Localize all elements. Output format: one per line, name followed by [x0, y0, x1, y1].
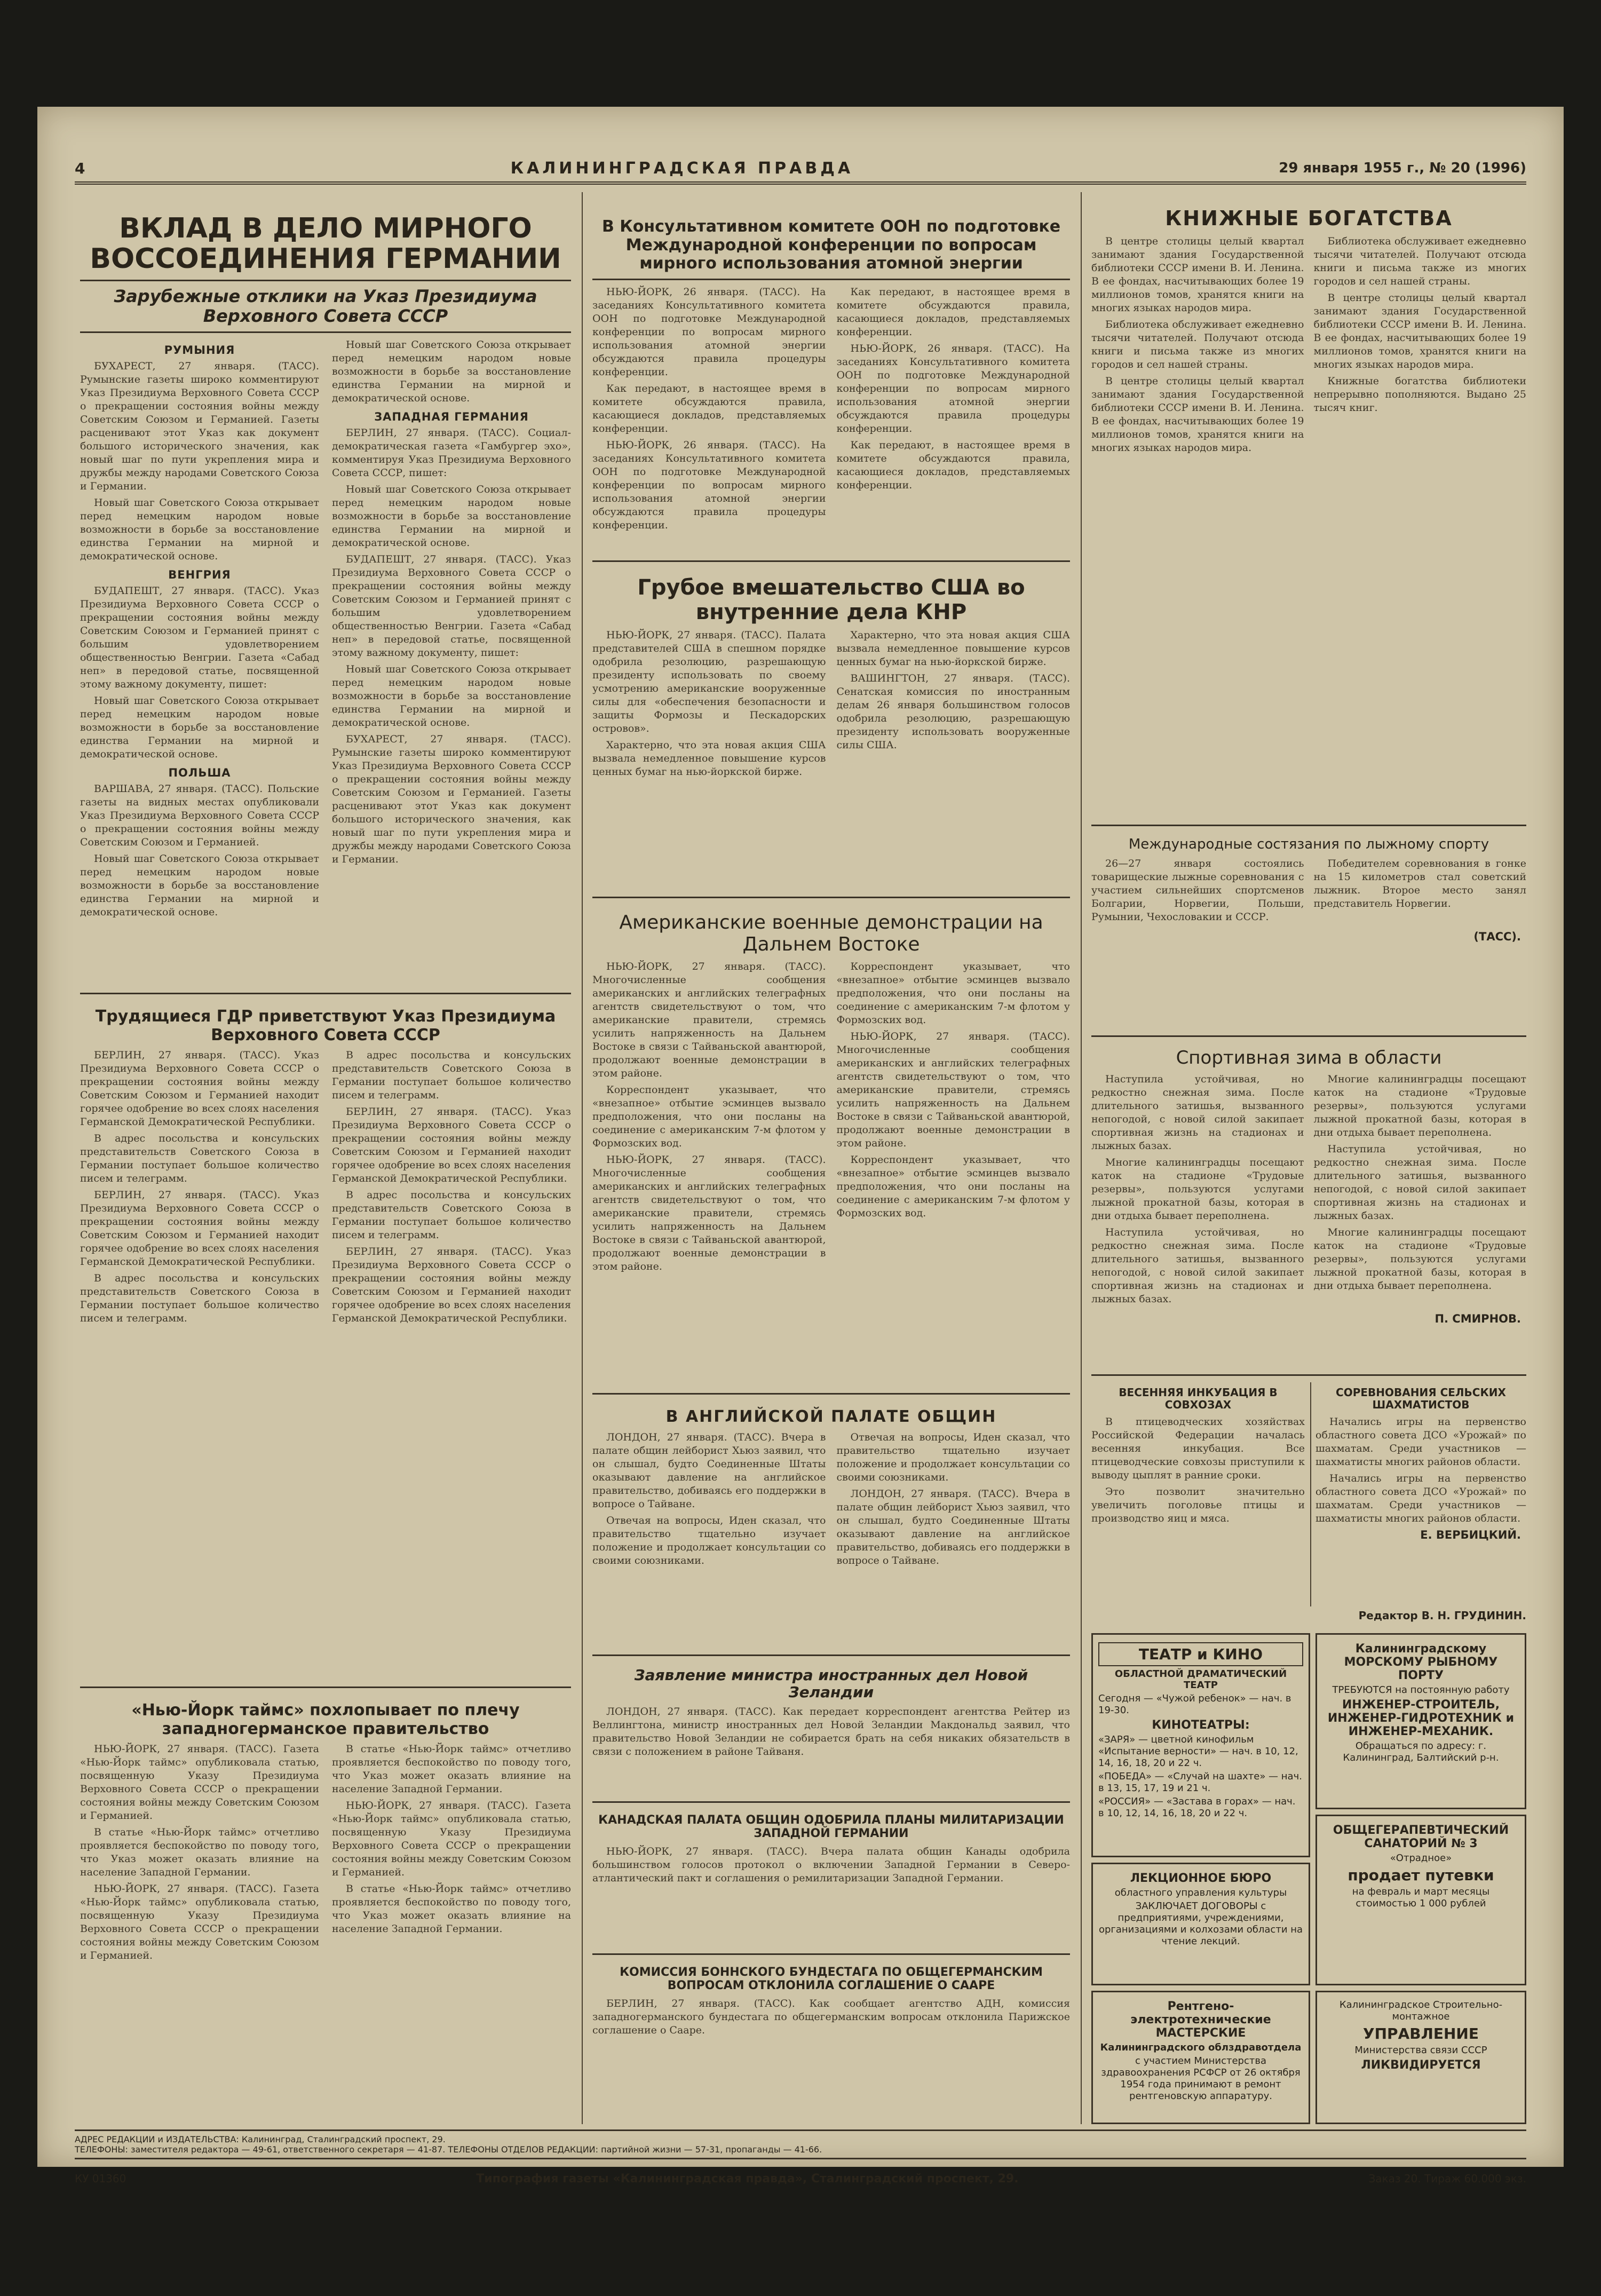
- nz-headline: Заявление министра иностранных дел Новой Зеландии: [634, 1666, 1028, 1701]
- un-headline: В Консультативном комитете ООН по подготовке Международной конференции по вопросам мирного использования атомной энергии: [601, 217, 1061, 273]
- xray-text: с участием Министерства здравоохранения РСФСР от 26 октября 1954 года принимают в ремонт рентгеновскую аппаратуру.: [1101, 2055, 1301, 2102]
- article-text: Библиотека обслуживает ежедневно тысячи читателей. Получают отсюда книги и письма также из многих городов и сел нашей страны.: [1091, 318, 1304, 370]
- article-text: ЛОНДОН, 27 января. (ТАСС). Как передает корреспондент агентства Рейтер из Веллингтона, министр иностранных дел Новой Зеландии Макдональд заявил, что правительство Новой Зеландии не собирается брать на себя никаких обязательств в связи с положением в районе Тайваня.: [592, 1706, 1070, 1758]
- footer-line: [75, 2172, 1526, 2186]
- saar-article: [592, 1961, 1070, 2121]
- article-text: Это позволит значительно увеличить поголовье птицы и производство яиц и мяса.: [1091, 1486, 1305, 1524]
- article-text: В центре столицы целый квартал занимают здания Государственной библиотеки СССР имени В. И. Ленина. В ее фондах, насчитывающих более 19 миллионов томов, хранятся книги на многих языках народов мира.: [1313, 291, 1526, 370]
- article-text: БЕРЛИН, 27 января. (ТАСС). Указ Президиума Верховного Совета СССР о прекращении состояния войны между Советским Союзом и Германией находит горячее одобрение во всех слоях населения Германской Демократической Республики.: [80, 1049, 319, 1128]
- article-text: НЬЮ-ЙОРК, 27 января. (ТАСС). Газета «Нью-Йорк таймс» опубликовала статью, посвященную Указу Президиума Верховного Совета СССР о прекращении состояния войны между Советским Союзом и Германией.: [80, 1883, 319, 1961]
- port-addr: Обращаться по адресу: г. Калининград, Балтийский р-н.: [1343, 1740, 1499, 1763]
- article-text: 26—27 января состоялись товарищеские лыжные соревнования с участием сильнейших спортсменов Болгарии, Норвегии, Польши, Румынии, Чехословакии и СССР.: [1091, 857, 1304, 923]
- footer-address: АДРЕС РЕДАКЦИИ и ИЗДАТЕЛЬСТВА: Калининград, Сталинградский проспект, 29.: [75, 2134, 446, 2144]
- article-text: Победителем соревнования в гонке на 15 километров стал советский лыжник. Второе место занял представитель Норвегии.: [1313, 857, 1526, 909]
- issue-date: 29 января 1955 г., № 20 (1996): [1279, 160, 1526, 176]
- gdr-headline: Трудящиеся ГДР приветствуют Указ Президиума Верховного Совета СССР: [95, 1007, 556, 1044]
- xray-headline: Рентгено-электротехнические МАСТЕРСКИЕ: [1130, 2000, 1271, 2040]
- ski-headline: Международные состязания по лыжному спорту: [1128, 836, 1489, 852]
- china-headline: Грубое вмешательство США во внутренние дела КНР: [637, 575, 1025, 624]
- commons-article: [592, 1404, 1070, 1649]
- incubation-article: [1091, 1382, 1305, 1606]
- article-text: Как передают, в настоящее время в комитете обсуждаются правила, касающиеся докладов, представляемых конференции.: [836, 439, 1070, 491]
- article-text: Корреспондент указывает, что «внезапное» отбытие эсминцев вызвало предположения, что они посланы на соединение с американским 7-м флотом у Формозских вод.: [836, 960, 1070, 1026]
- lead-subhead: Зарубежные отклики на Указ Президиума Верховного Совета СССР: [114, 286, 537, 327]
- article-text: БУДАПЕШТ, 27 января. (ТАСС). Указ Президиума Верховного Совета СССР о прекращении состояния войны между Советским Союзом и Германией принят с большим удовлетворением общественностью Венгрии. Газета «Сабад неп» в передовой статье, посвященной этому важному документу, пишет:: [80, 584, 319, 690]
- article-text: Как передают, в настоящее время в комитете обсуждаются правила, касающиеся докладов, представляемых конференции.: [592, 382, 826, 434]
- article-text: НЬЮ-ЙОРК, 27 января. (ТАСС). Многочисленные сообщения американских и английских телеграфных агентств свидетельствуют о том, что американские правители, стремясь усилить напряженность на Дальнем Востоке в связи с Тайваньской авантюрой, продолжают военные демонстрации в этом районе.: [592, 960, 826, 1079]
- article-text: Характерно, что эта новая акция США вызвала немедленное повышение курсов ценных бумаг на нью-йоркской бирже.: [592, 739, 826, 778]
- newspaper-name: КАЛИНИНГРАДСКАЯ ПРАВДА: [510, 159, 854, 178]
- theatre-listing: [1091, 1633, 1310, 1857]
- article-text: Корреспондент указывает, что «внезапное» отбытие эсминцев вызвало предположения, что они посланы на соединение с американским 7-м флотом у Формозских вод.: [836, 1153, 1070, 1219]
- article-text: Характерно, что эта новая акция США вызвала немедленное повышение курсов ценных бумаг на нью-йоркской бирже.: [836, 629, 1070, 668]
- article-text: В птицеводческих хозяйствах Российской Федерации началась весенняя инкубация. Все птицеводческие совхозы приступили к выводу цыплят в ранние сроки.: [1091, 1416, 1305, 1481]
- section-rule: [1091, 825, 1526, 826]
- article-text: Многие калининградцы посещают каток на стадионе «Трудовые резервы», пользуются услугами лыжной прокатной базы, которая в дни отдыха бывает переполнена.: [1313, 1226, 1526, 1292]
- article-text: Наступила устойчивая, но редкостно снежная зима. После длительного затишья, вызванного непогодой, с новой силой закипает спортивная жизнь на стадионах и лыжных базах.: [1313, 1143, 1526, 1222]
- lead-article: [80, 213, 571, 982]
- article-text: НЬЮ-ЙОРК, 26 января. (ТАСС). На заседаниях Консультативного комитета ООН по подготовке Международной конференции по вопросам мирного использования атомной энергии обсуждаются правила процедуры конференции.: [592, 439, 826, 531]
- directorate-text: ЛИКВИДИРУЕТСЯ: [1361, 2059, 1481, 2072]
- sanatorium-ad: [1315, 1815, 1526, 1985]
- port-headline: Калининградскому МОРСКОМУ РЫБНОМУ ПОРТУ: [1344, 1642, 1498, 1682]
- canada-headline: КАНАДСКАЯ ПАЛАТА ОБЩИН ОДОБРИЛА ПЛАНЫ МИЛИТАРИЗАЦИИ ЗАПАДНОЙ ГЕРМАНИИ: [598, 1814, 1064, 1841]
- article-text: Корреспондент указывает, что «внезапное» отбытие эсминцев вызвало предположения, что они посланы на соединение с американским 7-м флотом у Формозских вод.: [592, 1083, 826, 1149]
- article-text: НЬЮ-ЙОРК, 27 января. (ТАСС). Многочисленные сообщения американских и английских телеграфных агентств свидетельствуют о том, что американские правители, стремясь усилить напряженность на Дальнем Востоке в связи с Тайваньской авантюрой, продолжают военные демонстрации в этом районе.: [836, 1030, 1070, 1149]
- sanatorium-headline: ОБЩЕГЕРАПЕВТИЧЕСКИЙ САНАТОРИЙ № 3: [1333, 1824, 1509, 1850]
- section-rule: [80, 1687, 571, 1688]
- sanatorium-text2: на февраль и март месяцы стоимостью 1 000 рублей: [1352, 1886, 1490, 1909]
- china-article: [592, 571, 1070, 891]
- section-rule: [592, 1801, 1070, 1803]
- fareast-article: [592, 907, 1070, 1388]
- chess-signature: Е. ВЕРБИЦКИЙ.: [1420, 1529, 1521, 1541]
- directorate-sub: Министерства связи СССР: [1354, 2045, 1487, 2056]
- article-text: Новый шаг Советского Союза открывает перед немецким народом новые возможности в борьбе за восстановление единства Германии на мирной и демократической основе.: [332, 483, 571, 549]
- article-text: НЬЮ-ЙОРК, 27 января. (ТАСС). Вчера палата общин Канады одобрила большинством голосов протокол о включении Западной Германии в Северо-атлантический пакт и соглашения о ремилитаризации Западной Германии.: [592, 1845, 1070, 1884]
- article-text: БЕРЛИН, 27 января. (ТАСС). Указ Президиума Верховного Совета СССР о прекращении состояния войны между Советским Союзом и Германией находит горячее одобрение во всех слоях населения Германской Демократической Республики.: [80, 1189, 319, 1268]
- editor-name: Редактор В. Н. ГРУДИНИН.: [1358, 1609, 1526, 1622]
- article-text: ЛОНДОН, 27 января. (ТАСС). Вчера в палате общин лейборист Хьюз заявил, что он слышал, будто Соединенные Штаты оказывают давление на английское правительство, добиваясь его поддержки в вопросе о Тайване.: [592, 1431, 826, 1510]
- section-rule: [592, 1953, 1070, 1955]
- lecture-sub: областного управления культуры: [1114, 1887, 1287, 1898]
- article-text: В адрес посольства и консульских представительств Советского Союза в Германии поступает большое количество писем и телеграмм.: [332, 1049, 571, 1101]
- cinema-line: «РОССИЯ» — «Застава в горах» — нач. в 10, 12, 14, 16, 18, 20 и 22 ч.: [1098, 1796, 1296, 1819]
- article-text: В статье «Нью-Йорк таймс» отчетливо проявляется беспокойство по поводу того, что Указ может оказать влияние на население Западной Германии.: [332, 1883, 571, 1935]
- article-text: В центре столицы целый квартал занимают здания Государственной библиотеки СССР имени В. И. Ленина. В ее фондах, насчитывающих более 19 миллионов томов, хранятся книги на многих языках народов мира.: [1091, 235, 1304, 314]
- article-text: БУХАРЕСТ, 27 января. (ТАСС). Румынские газеты широко комментируют Указ Президиума Верховного Совета СССР о прекращении состояния войны между Советским Союзом и Германией. Газеты расценивают этот Указ как документ большого исторического значения, как новый шаг по пути укрепления мира и дружбы между народами Советского Союза и Германии.: [332, 733, 571, 865]
- article-text: Новый шаг Советского Союза открывает перед немецким народом новые возможности в борьбе за восстановление единства Германии на мирной и демократической основе.: [332, 338, 571, 404]
- directorate-headline: УПРАВЛЕНИЕ: [1363, 2025, 1479, 2042]
- footer-code: КУ 01360: [75, 2172, 126, 2185]
- section-rule: [592, 1654, 1070, 1656]
- article-text: БЕРЛИН, 27 января. (ТАСС). Как сообщает агентство АДН, комиссия западногерманского бундестага по общегерманским вопросам отклонила Парижское соглашение о Сааре.: [592, 1997, 1070, 2036]
- canada-article: [592, 1809, 1070, 1948]
- article-text: БЕРЛИН, 27 января. (ТАСС). Указ Президиума Верховного Совета СССР о прекращении состояния войны между Советским Союзом и Германией находит горячее одобрение во всех слоях населения Германской Демократической Республики.: [332, 1246, 571, 1324]
- winter-signature: П. СМИРНОВ.: [1434, 1312, 1521, 1326]
- section-rule: [592, 1393, 1070, 1395]
- port-sub: ТРЕБУЮТСЯ на постоянную работу: [1332, 1684, 1510, 1696]
- section-rule: [80, 993, 571, 994]
- sanatorium-text: продает путевки: [1348, 1866, 1494, 1884]
- fareast-headline: Американские военные демонстрации на Дальнем Востоке: [619, 912, 1043, 956]
- column-rule: [1310, 1382, 1311, 1606]
- directorate-ad: [1315, 1991, 1526, 2124]
- nyt-headline: «Нью-Йорк таймс» похлопывает по плечу западногерманское правительство: [131, 1701, 520, 1738]
- gdr-article: [80, 1003, 571, 1681]
- cinemas-label: КИНОТЕАТРЫ:: [1152, 1719, 1250, 1732]
- section-rule: [592, 560, 1070, 562]
- article-text: Начались игры на первенство областного совета ДСО «Урожай» по шахматам. Среди участников — шахматисты многих районов области.: [1315, 1472, 1526, 1524]
- article-text: НЬЮ-ЙОРК, 27 января. (ТАСС). Многочисленные сообщения американских и английских телеграфных агентств свидетельствуют о том, что американские правители, стремясь усилить напряженность на Дальнем Востоке в связи с Тайваньской авантюрой, продолжают военные демонстрации в этом районе.: [592, 1153, 826, 1272]
- un-article: [592, 213, 1070, 555]
- article-text: НЬЮ-ЙОРК, 26 января. (ТАСС). На заседаниях Консультативного комитета ООН по подготовке Международной конференции по вопросам мирного использования атомной энергии обсуждаются правила процедуры конференции.: [592, 286, 826, 378]
- article-text: Новый шаг Советского Союза открывает перед немецким народом новые возможности в борьбе за восстановление единства Германии на мирной и демократической основе.: [332, 663, 571, 729]
- article-text: НЬЮ-ЙОРК, 27 января. (ТАСС). Палата представителей США в спешном порядке одобрила резолюцию, разрешающую президенту использовать по своему усмотрению американские вооруженные силы для «обеспечения безопасности и защиты Формозы и Пескадорских островов».: [592, 629, 826, 734]
- books-article: [1091, 203, 1526, 817]
- commons-headline: В АНГЛИЙСКОЙ ПАЛАТЕ ОБЩИН: [665, 1407, 997, 1426]
- ski-signature: (ТАСС).: [1473, 930, 1521, 943]
- footer-phones: ТЕЛЕФОНЫ: заместителя редактора — 49-61, ответственного секретаря — 41-87. ТЕЛЕФОНЫ ОТДЕЛОВ РЕДАКЦИИ: партийной жизни — 57-31, пропаганды — 41-66.: [75, 2144, 822, 2155]
- article-text: Отвечая на вопросы, Иден сказал, что правительство тщательно изучает положение и продолжает консультации со своими союзниками.: [836, 1431, 1070, 1483]
- lead-headline: ВКЛАД В ДЕЛО МИРНОГО ВОССОЕДИНЕНИЯ ГЕРМАНИИ: [90, 213, 561, 275]
- chess-headline: СОРЕВНОВАНИЯ СЕЛЬСКИХ ШАХМАТИСТОВ: [1336, 1386, 1506, 1411]
- article-text: ЛОНДОН, 27 января. (ТАСС). Вчера в палате общин лейборист Хьюз заявил, что он слышал, будто Соединенные Штаты оказывают давление на английское правительство, добиваясь его поддержки в вопросе о Тайване.: [836, 1487, 1070, 1566]
- article-text: НЬЮ-ЙОРК, 26 января. (ТАСС). На заседаниях Консультативного комитета ООН по подготовке Международной конференции по вопросам мирного использования атомной энергии обсуждаются правила процедуры конференции.: [836, 342, 1070, 434]
- article-text: ВАРШАВА, 27 января. (ТАСС). Польские газеты на видных местах опубликовали Указ Президиума Верховного Совета СССР о прекращении состояния войны между Советским Союзом и Германией.: [80, 782, 319, 848]
- section-label: ВЕНГРИЯ: [168, 568, 231, 581]
- directorate-pre: Калининградское Строительно-монтажное: [1339, 1999, 1503, 2022]
- article-text: Новый шаг Советского Союза открывает перед немецким народом новые возможности в борьбе за восстановление единства Германии на мирной и демократической основе.: [80, 496, 319, 562]
- section-label: ПОЛЬША: [168, 766, 231, 779]
- article-text: Наступила устойчивая, но редкостно снежная зима. После длительного затишья, вызванного непогодой, с новой силой закипает спортивная жизнь на стадионах и лыжных базах.: [1091, 1226, 1304, 1305]
- masthead: [75, 155, 1526, 185]
- ski-article: [1091, 833, 1526, 1030]
- article-text: НЬЮ-ЙОРК, 27 января. (ТАСС). Газета «Нью-Йорк таймс» опубликовала статью, посвященную Указу Президиума Верховного Совета СССР о прекращении состояния войны между Советским Союзом и Германией.: [332, 1800, 571, 1878]
- cinema-line: «ПОБЕДА» — «Случай на шахте» — нач. в 13, 15, 17, 19 и 21 ч.: [1098, 1771, 1302, 1794]
- section-rule: [1091, 1374, 1526, 1376]
- article-text: В адрес посольства и консульских представительств Советского Союза в Германии поступает большое количество писем и телеграмм.: [80, 1133, 319, 1184]
- page-number: 4: [75, 159, 85, 177]
- article-text: В адрес посольства и консульских представительств Советского Союза в Германии поступает большое количество писем и телеграмм.: [332, 1189, 571, 1241]
- article-text: БЕРЛИН, 27 января. (ТАСС). Указ Президиума Верховного Совета СССР о прекращении состояния войны между Советским Союзом и Германией находит горячее одобрение во всех слоях населения Германской Демократической Республики.: [332, 1106, 571, 1184]
- footer-bar: [75, 2129, 1526, 2159]
- article-text: Многие калининградцы посещают каток на стадионе «Трудовые резервы», пользуются услугами лыжной прокатной базы, которая в дни отдыха бывает переполнена.: [1091, 1157, 1304, 1222]
- article-text: БЕРЛИН, 27 января. (ТАСС). Социал-демократическая газета «Гамбургер эхо», комментируя Указ Президиума Верховного Совета СССР, пишет:: [332, 426, 571, 479]
- nz-article: [592, 1662, 1070, 1796]
- xray-sub: Калининградского облздравотдела: [1100, 2042, 1302, 2053]
- article-text: БУДАПЕШТ, 27 января. (ТАСС). Указ Президиума Верховного Совета СССР о прекращении состояния войны между Советским Союзом и Германией принят с большим удовлетворением общественностью Венгрии. Газета «Сабад неп» в передовой статье, посвященной этому важному документу, пишет:: [332, 553, 571, 659]
- lecture-text: ЗАКЛЮЧАЕТ ДОГОВОРЫ с предприятиями, учреждениями, организациями и колхозами области на чтение лекций.: [1098, 1901, 1303, 1947]
- article-text: Отвечая на вопросы, Иден сказал, что правительство тщательно изучает положение и продолжает консультации со своими союзниками.: [592, 1514, 826, 1566]
- section-label: ЗАПАДНАЯ ГЕРМАНИЯ: [374, 410, 529, 423]
- article-text: Книжные богатства библиотеки непрерывно пополняются. Выдано 25 тысяч книг.: [1313, 375, 1526, 414]
- footer-order: Заказ 20. Тираж 60.000 экз.: [1368, 2172, 1526, 2185]
- section-rule: [1091, 1035, 1526, 1037]
- lecture-headline: ЛЕКЦИОННОЕ БЮРО: [1130, 1872, 1272, 1885]
- article-text: ВАШИНГТОН, 27 января. (ТАСС). Сенатская комиссия по иностранным делам 26 января большинством голосов одобрила резолюцию, разрешающую президенту использовать вооруженные силы США.: [836, 672, 1070, 751]
- article-text: Новый шаг Советского Союза открывает перед немецким народом новые возможности в борьбе за восстановление единства Германии на мирной и демократической основе.: [80, 694, 319, 760]
- article-text: В статье «Нью-Йорк таймс» отчетливо проявляется беспокойство по поводу того, что Указ может оказать влияние на население Западной Германии.: [80, 1826, 319, 1878]
- article-text: В статье «Нью-Йорк таймс» отчетливо проявляется беспокойство по поводу того, что Указ может оказать влияние на население Западной Германии.: [332, 1743, 571, 1795]
- saar-headline: КОМИССИЯ БОННСКОГО БУНДЕСТАГА ПО ОБЩЕГЕРМАНСКИМ ВОПРОСАМ ОТКЛОНИЛА СОГЛАШЕНИЕ О СААРЕ: [620, 1966, 1043, 1993]
- article-text: Начались игры на первенство областного совета ДСО «Урожай» по шахматам. Среди участников — шахматисты многих районов области.: [1315, 1416, 1526, 1468]
- column-rule: [1081, 192, 1082, 2124]
- article-text: БУХАРЕСТ, 27 января. (ТАСС). Румынские газеты широко комментируют Указ Президиума Верховного Совета СССР о прекращении состояния войны между Советским Союзом и Германией. Газеты расценивают этот Указ как документ большого исторического значения, как новый шаг по пути укрепления мира и дружбы между народами Советского Союза и Германии.: [80, 360, 319, 492]
- sanatorium-sub: «Отрадное»: [1390, 1852, 1452, 1864]
- article-text: В адрес посольства и консульских представительств Советского Союза в Германии поступает большое количество писем и телеграмм.: [80, 1272, 319, 1324]
- nyt-article: [80, 1697, 571, 2119]
- article-text: Многие калининградцы посещают каток на стадионе «Трудовые резервы», пользуются услугами лыжной прокатной базы, которая в дни отдыха бывает переполнена.: [1313, 1073, 1526, 1139]
- xray-ad: [1091, 1991, 1310, 2124]
- article-text: НЬЮ-ЙОРК, 27 января. (ТАСС). Газета «Нью-Йорк таймс» опубликовала статью, посвященную Указу Президиума Верховного Совета СССР о прекращении состояния войны между Советским Союзом и Германией.: [80, 1743, 319, 1822]
- column-rule: [582, 192, 583, 2124]
- section-rule: [592, 897, 1070, 898]
- section-label: РУМЫНИЯ: [164, 343, 235, 357]
- port-text: ИНЖЕНЕР-СТРОИТЕЛЬ, ИНЖЕНЕР-ГИДРОТЕХНИК и ИНЖЕНЕР-МЕХАНИК.: [1327, 1698, 1515, 1738]
- article-text: Наступила устойчивая, но редкостно снежная зима. После длительного затишья, вызванного непогодой, с новой силой закипает спортивная жизнь на стадионах и лыжных базах.: [1091, 1073, 1304, 1152]
- theatre-line: Сегодня — «Чужой ребенок» — нач. в 19-30.: [1098, 1693, 1291, 1716]
- lecture-ad: [1091, 1863, 1310, 1985]
- theatre-headline: ТЕАТР и КИНО: [1098, 1642, 1303, 1666]
- chess-article: [1315, 1382, 1526, 1606]
- theatre-sub: ОБЛАСТНОЙ ДРАМАТИЧЕСКИЙ ТЕАТР: [1114, 1668, 1287, 1691]
- footer-printer: Типография газеты «Калининградская правда», Сталинградский проспект, 29.: [476, 2172, 1019, 2186]
- port-ad: [1315, 1633, 1526, 1809]
- incubation-headline: ВЕСЕННЯЯ ИНКУБАЦИЯ В СОВХОЗАХ: [1119, 1386, 1278, 1411]
- article-text: В центре столицы целый квартал занимают здания Государственной библиотеки СССР имени В. И. Ленина. В ее фондах, насчитывающих более 19 миллионов томов, хранятся книги на многих языках народов мира.: [1091, 375, 1304, 454]
- cinema-line: «ЗАРЯ» — цветной кинофильм «Испытание верности» — нач. в 10, 12, 14, 16, 18, 20 и 22 ч.: [1098, 1734, 1298, 1769]
- article-text: Как передают, в настоящее время в комитете обсуждаются правила, касающиеся докладов, представляемых конференции.: [836, 286, 1070, 338]
- winter-headline: Спортивная зима в области: [1176, 1047, 1442, 1068]
- editor-line: [1315, 1609, 1526, 1630]
- books-headline: КНИЖНЫЕ БОГАТСТВА: [1165, 207, 1453, 230]
- winter-article: [1091, 1043, 1526, 1369]
- article-text: Библиотека обслуживает ежедневно тысячи читателей. Получают отсюда книги и письма также из многих городов и сел нашей страны.: [1313, 235, 1526, 287]
- article-text: Новый шаг Советского Союза открывает перед немецким народом новые возможности в борьбе за восстановление единства Германии на мирной и демократической основе.: [80, 852, 319, 918]
